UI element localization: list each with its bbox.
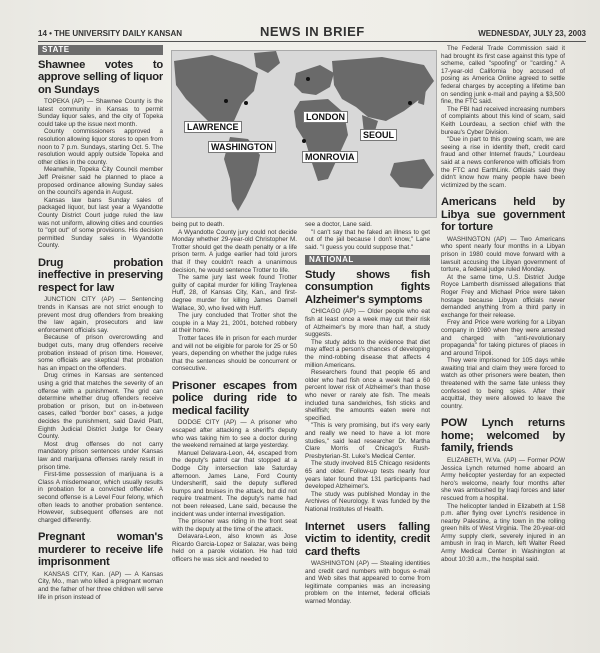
article-paragraph: Because of prison overcrowding and budget cuts, many drug offenders receive probation instead of prison time. However, some officials are skeptical that probation has an impact on the offenders.	[38, 334, 163, 372]
article-paragraph: The helicopter landed in Elizabeth at 1:58 p.m. after flying over Lynch's residence in nearby Palestine, a tiny town in the rolling green hills of West Virginia. The 20-year-old Army supply clerk, severely injured in an ambush in Iraq in March, left Walter Reed Army Medical Center in Washington at about 10:30 a.m., the hospital said.	[441, 502, 565, 563]
london-marker-icon	[306, 77, 310, 81]
article-paragraph: The Federal Trade Commission said it had brought its first case against this type of scheme, called "spoofing" or "carding." A 17-year-old California boy accused of posing as America Online agreed to settle federal charges by accepting a lifetime ban on sending junk e-mail and paying a $3,500 fine, the FTC said.	[441, 45, 565, 106]
article-paragraph: Meanwhile, Topeka City Council member Jeff Preisner said he planned to place a proposed ordinance allowing Sunday sales on the council's agenda in August.	[38, 166, 163, 197]
map-label-monrovia: MONROVIA	[302, 151, 358, 163]
article-paragraph: A Wyandotte County jury could not decide Monday whether 29-year-old Christopher M. Trotter should get the death penalty or a life prison term. A judge earlier had told jurors that if they couldn't reach a unanimous decision, he would sentence Trotter to life.	[172, 228, 297, 274]
headline-pregnant-woman: Pregnant woman's murderer to receive life imprisonment	[38, 531, 163, 569]
column-1	[38, 45, 163, 650]
article-paragraph: Drug crimes in Kansas are sentenced using a grid that matches the severity of an offense with a punishment. The grid can determine whether drug offenders receive probation or prison, but on in-between cases, called "border box" cases, a judge decides the punishment, said David Platt, Eighth Judicial District Judge for Geary County.	[38, 372, 163, 441]
masthead	[38, 24, 586, 42]
headline-shawnee-liquor: Shawnee votes to approve selling of liquor on Sundays	[38, 58, 163, 96]
article-paragraph: The prisoner was riding in the front seat with the deputy at the time of the attack.	[172, 518, 297, 533]
issue-date: WEDNESDAY, JULY 23, 2003	[478, 29, 586, 38]
article-paragraph: The jury concluded that Trotter shot the couple in a May 21, 2001, botched robbery at their home.	[172, 312, 297, 335]
world-map	[171, 50, 437, 218]
map-label-washington: WASHINGTON	[208, 141, 276, 153]
article-paragraph: Delavara-Leon, also known as Jose Ricardo Garcia-Lopez or Salazar, was being held on a parole violation. He had told officers he was sick and needed to	[172, 533, 297, 564]
article-paragraph: The study was published Monday in the Archives of Neurology. It was funded by the National Institutes of Health.	[305, 490, 430, 513]
article-paragraph: First-time possession of marijuana is a Class A misdemeanor, which usually results in probation for a convicted offender. A second offense is a Level Four felony, which often leads to another probation sentence. However, subsequent offenses are not charged differently.	[38, 471, 163, 524]
article-paragraph: WASHINGTON (AP) — Two Americans who spent nearly four months in a Libyan prison in 1980 could move forward with a lawsuit accusing the Libyan government of torture, a federal judge ruled Monday.	[441, 235, 565, 274]
column-4	[441, 45, 565, 650]
section-label-national: NATIONAL	[305, 255, 430, 265]
article-paragraph: Manuel Delavara-Leon, 44, escaped from the deputy's patrol car that stopped at a Dodge City intersection late Saturday afternoon. James Lane, Ford County Undersheriff, said the deputy suffered bumps and bruises in the attack, but did not require treatment. The deputy's name had not been released, Lane said, because the incident was under internal investigation.	[172, 449, 297, 518]
column-3	[305, 221, 430, 651]
article-paragraph: Kansas law bans Sunday sales of packaged liquor, but last year a Wyandotte County District Court judge ruled the law was not uniform, allowing cities and counties to "opt out" of some provisions. His decision permitted Sunday sales in Wyandotte County.	[38, 196, 163, 250]
article-paragraph: Trotter faces life in prison for each murder and will not be eligible for parole for 25 or 50 years, depending on whether the judge rules that the sentences should be concurrent or consecutive.	[172, 334, 297, 373]
article-paragraph: "This is very promising, but it's very early and really we need to have a lot more studies," said lead researcher Dr. Martha Clare Morris of Chicago's Rush-Presbyterian-St. Luke's Medical Center.	[305, 422, 430, 460]
article-paragraph: "Due in part to this growing scam, we are seeing a rise in identity theft, credit card fraud and other Internet frauds," Lourdeau said at a news conference with officials from the FTC and EarthLink. Officials said they didn't know how many people have been victimized by the scam.	[441, 136, 565, 189]
washington-marker-icon	[244, 101, 248, 105]
headline-fish-alzheimers: Study shows fish consumption fights Alzheimer's symptoms	[305, 268, 430, 306]
article-paragraph: The study adds to the evidence that diet may affect a person's chances of developing the mind-robbing disease that affects 4 million Americans.	[305, 338, 430, 369]
column-2	[172, 221, 297, 651]
seoul-marker-icon	[408, 101, 412, 105]
article-paragraph: The study involved 815 Chicago residents 65 and older. Follow-up tests nearly four years later found that 131 participants had developed Alzheimer's.	[305, 460, 430, 491]
article-paragraph: County commissioners approved a resolution allowing liquor stores to open from noon to 7 p.m. Sundays, starting Oct. 5. The resolution would apply outside Topeka and other cities in the county.	[38, 128, 163, 166]
article-paragraph: see a doctor, Lane said.	[305, 221, 372, 228]
map-label-seoul: SEOUL	[360, 129, 397, 141]
map-label-lawrence: LAWRENCE	[184, 121, 242, 133]
headline-prisoner-escapes: Prisoner escapes from police during ride to medical facility	[172, 379, 297, 417]
article-paragraph: TOPEKA (AP) — Shawnee County is the latest community in Kansas to permit Sunday liquor sales, and the city of Topeka could take up the issue next month.	[38, 98, 163, 128]
page-number-label: 14 • THE UNIVERSITY DAILY KANSAN	[38, 29, 183, 38]
article-paragraph: Frey and Price were working for a Libyan company in 1980 when they were arrested and charged with "anti-revolutionary propaganda" for taking pictures of places in and around Tripoli.	[441, 319, 565, 357]
section-title: NEWS IN BRIEF	[260, 24, 365, 39]
headline-libya-torture: Americans held by Libya sue government for torture	[441, 196, 565, 234]
article-paragraph: ELIZABETH, W.Va. (AP) — Former POW Jessica Lynch returned home aboard an Army helicopter yesterday for an expected hero's welcome, nearly four months after she was ambushed by Iraqi forces and later rescued from a hospital.	[441, 456, 565, 502]
article-paragraph: KANSAS CITY, Kan. (AP) — A Kansas City, Mo., man who killed a pregnant woman and the father of her three children will serve life in prison instead of	[38, 570, 163, 601]
article-paragraph: The FBI had received increasing numbers of complaints about this kind of scam, said Keith Lourdeau, a section chief with the bureau's Cyber Division.	[441, 105, 565, 136]
section-label-state: STATE	[38, 45, 163, 55]
article-paragraph: Researchers found that people 65 and older who had fish once a week had a 60 percent lower risk of Alzheimer's than those who never or rarely ate fish. The meals included tuna sandwiches, fish sticks and shellfish; the amounts eaten were not specified.	[305, 369, 430, 422]
article-paragraph: "I can't say that he faked an illness to get out of the jail because I don't know," Lane said. "I guess you could suppose that."	[305, 228, 430, 251]
monrovia-marker-icon	[302, 139, 306, 143]
article-paragraph: WASHINGTON (AP) — Stealing identities and credit card numbers with bogus e-mail and Web sites that appeared to come from legitimate companies was an increasing problem on the Internet, federal officials warned Monday.	[305, 560, 430, 605]
map-label-london: LONDON	[303, 111, 348, 123]
article-paragraph: JUNCTION CITY (AP) — Sentencing trends in Kansas are not strict enough to prevent most drug offenders from breaking the law again, prosecutors and law enforcement officials say.	[38, 296, 163, 334]
article-paragraph: At the same time, U.S. District Judge Royce Lamberth dismissed allegations that Roger Frey and Michael Price were taken hostage because Libyan officials never demanded anything from a third party in exchange for their release.	[441, 273, 565, 319]
article-paragraph: The same jury last week found Trotter guilty of capital murder for killing Traylenea Huff, 28, of Kansas City, Kan., and first-degree murder for killing James Darnell Wallace, 30, who lived with Huff.	[172, 274, 297, 312]
article-paragraph: CHICAGO (AP) — Older people who eat fish at least once a week may cut their risk of Alzheimer's by more than half, a study suggests.	[305, 308, 430, 339]
article-paragraph: being put to death.	[172, 221, 225, 228]
headline-drug-probation: Drug probation ineffective in preserving respect for law	[38, 256, 163, 294]
headline-identity-theft: Internet users falling victim to identity, credit card thefts	[305, 520, 430, 558]
lawrence-marker-icon	[224, 99, 228, 103]
headline-pow-lynch: POW Lynch returns home; welcomed by family, friends	[441, 417, 565, 455]
article-paragraph: They were imprisoned for 105 days while awaiting trial and claim they were forced to watch as other prisoners were beaten, then threatened with the same fate unless they confessed to being spies. After their acquittal, they were allowed to leave the country.	[441, 357, 565, 410]
article-paragraph: DODGE CITY (AP) — A prisoner who escaped after attacking a sheriff's deputy who was taking him to see a doctor during the weekend remained at large yesterday.	[172, 419, 297, 450]
article-paragraph: Most drug offenses do not carry mandatory prison sentences under Kansas law and marijuana offenses rarely result in prison time.	[38, 440, 163, 471]
